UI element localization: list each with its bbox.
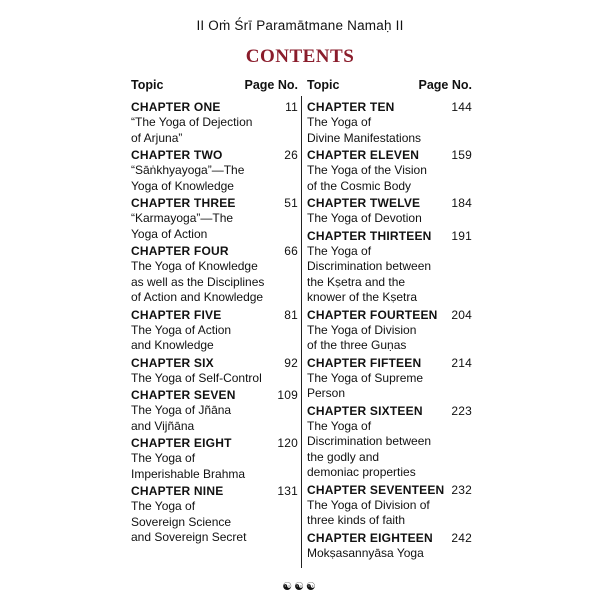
toc-entry-heading bbox=[307, 404, 472, 419]
page-number: 66 bbox=[284, 244, 298, 258]
column-divider bbox=[301, 96, 302, 568]
page-number: 109 bbox=[277, 388, 298, 402]
toc-entry bbox=[307, 531, 472, 562]
chapter-label: CHAPTER THIRTEEN bbox=[307, 228, 432, 243]
toc-entry-heading bbox=[307, 148, 472, 163]
toc-entry bbox=[131, 148, 298, 194]
page-number: 131 bbox=[277, 484, 298, 498]
chapter-label: CHAPTER FOUR bbox=[131, 244, 229, 258]
chapter-label: CHAPTER ELEVEN bbox=[307, 148, 420, 162]
toc-entry bbox=[131, 244, 298, 306]
page-number: 191 bbox=[451, 228, 472, 243]
toc-entry bbox=[131, 436, 298, 482]
chapter-subtitle: The Yoga of Action and Knowledge bbox=[131, 322, 232, 352]
toc-entry bbox=[131, 308, 298, 354]
toc-entry-heading bbox=[131, 436, 298, 451]
page-number: 120 bbox=[277, 436, 298, 450]
toc-entry-heading bbox=[131, 244, 298, 259]
page-number: 51 bbox=[284, 196, 298, 210]
chapter-subtitle: The Yoga of Discrimination between the Kṣetra and the knower of the Kṣetra bbox=[307, 243, 432, 304]
chapter-label: CHAPTER EIGHTEEN bbox=[307, 530, 433, 545]
page-number: 214 bbox=[451, 355, 472, 370]
chapter-subtitle: “Karmayoga”—The Yoga of Action bbox=[131, 211, 234, 241]
chapter-subtitle: The Yoga of Sovereign Science and Sovereign Secret bbox=[131, 499, 247, 544]
toc-entry bbox=[307, 483, 472, 529]
chapter-subtitle: The Yoga of Divine Manifestations bbox=[307, 115, 422, 145]
page-number: 92 bbox=[284, 355, 298, 370]
toc-entry bbox=[131, 100, 298, 146]
chapter-label: CHAPTER NINE bbox=[131, 484, 224, 498]
chapter-subtitle: The Yoga of Jñāna and Vijñāna bbox=[131, 403, 232, 433]
chapter-subtitle: The Yoga of Devotion bbox=[307, 211, 422, 225]
page-number: 81 bbox=[284, 307, 298, 322]
toc-entry-heading bbox=[307, 483, 472, 498]
chapter-label: CHAPTER TWO bbox=[131, 148, 223, 162]
toc-entry-heading bbox=[307, 531, 472, 546]
toc-entry bbox=[307, 196, 472, 227]
chapter-subtitle: “Sāṅkhyayoga”—The Yoga of Knowledge bbox=[131, 163, 245, 193]
chapter-subtitle: The Yoga of Division of three kinds of faith bbox=[307, 497, 430, 527]
page-number: 242 bbox=[451, 530, 472, 545]
toc-entry bbox=[131, 388, 298, 434]
toc-entry-heading bbox=[307, 196, 472, 211]
toc-entry-heading bbox=[131, 308, 298, 323]
toc-entry bbox=[131, 196, 298, 242]
chapter-label: CHAPTER FIFTEEN bbox=[307, 355, 422, 370]
entries-left bbox=[131, 100, 298, 546]
page-no-header: Page No. bbox=[418, 78, 472, 92]
chapter-label: CHAPTER THREE bbox=[131, 196, 236, 210]
chapter-subtitle: The Yoga of Imperishable Brahma bbox=[131, 451, 246, 481]
page-number: 204 bbox=[451, 307, 472, 322]
page-title: CONTENTS bbox=[245, 46, 355, 67]
contents-column-left bbox=[131, 78, 298, 548]
toc-entry-heading bbox=[131, 100, 298, 115]
page-number: 159 bbox=[451, 148, 472, 162]
chapter-subtitle: The Yoga of the Vision of the Cosmic Body bbox=[307, 163, 427, 193]
invocation-line: II Oṁ Śrī Paramātmane Namaḥ II bbox=[196, 18, 404, 33]
toc-entry bbox=[307, 229, 472, 306]
chapter-subtitle: The Yoga of Discrimination between the godly and demoniac properties bbox=[307, 418, 432, 479]
toc-entry bbox=[307, 404, 472, 481]
chapter-subtitle: “The Yoga of Dejection of Arjuna” bbox=[131, 115, 253, 145]
toc-entry-heading bbox=[307, 229, 472, 244]
toc-entry bbox=[307, 356, 472, 402]
topic-header: Topic bbox=[307, 78, 340, 92]
chapter-label: CHAPTER EIGHT bbox=[131, 436, 232, 450]
toc-entry bbox=[307, 100, 472, 146]
chapter-label: CHAPTER SEVEN bbox=[131, 388, 236, 402]
chapter-label: CHAPTER SIXTEEN bbox=[307, 403, 423, 418]
contents-column-right bbox=[307, 78, 472, 563]
topic-header: Topic bbox=[131, 78, 164, 92]
toc-entry-heading bbox=[307, 100, 472, 115]
page-number: 184 bbox=[451, 196, 472, 210]
toc-entry-heading bbox=[307, 308, 472, 323]
toc-entry-heading bbox=[131, 356, 298, 371]
chapter-label: CHAPTER ONE bbox=[131, 100, 221, 114]
chapter-label: CHAPTER TWELVE bbox=[307, 196, 421, 210]
page-number: 26 bbox=[284, 148, 298, 162]
page-number: 144 bbox=[451, 100, 472, 114]
chapter-subtitle: The Yoga of Knowledge as well as the Disciplines of Action and Knowledge bbox=[131, 259, 265, 304]
chapter-label: CHAPTER SIX bbox=[131, 355, 214, 370]
chapter-label: CHAPTER FIVE bbox=[131, 307, 222, 322]
page-number: 232 bbox=[451, 482, 472, 497]
toc-entry-heading bbox=[307, 356, 472, 371]
chapter-label: CHAPTER SEVENTEEN bbox=[307, 482, 445, 497]
toc-entry bbox=[307, 308, 472, 354]
chapter-subtitle: Mokṣasannyāsa Yoga bbox=[307, 545, 424, 560]
column-header bbox=[307, 78, 472, 92]
toc-entry-heading bbox=[131, 484, 298, 499]
toc-entry bbox=[131, 356, 298, 387]
toc-entry-heading bbox=[131, 148, 298, 163]
toc-entry bbox=[131, 484, 298, 546]
footer-ornament-icon: ☯☯☯ bbox=[282, 581, 318, 593]
page-no-header: Page No. bbox=[244, 78, 298, 92]
page-number: 11 bbox=[285, 100, 298, 114]
entries-right bbox=[307, 100, 472, 561]
chapter-subtitle: The Yoga of Supreme Person bbox=[307, 370, 424, 400]
toc-entry-heading bbox=[131, 196, 298, 211]
chapter-subtitle: The Yoga of Self-Control bbox=[131, 370, 262, 385]
chapter-label: CHAPTER FOURTEEN bbox=[307, 307, 438, 322]
chapter-subtitle: The Yoga of Division of the three Guṇas bbox=[307, 322, 417, 352]
toc-entry-heading bbox=[131, 388, 298, 403]
column-header bbox=[131, 78, 298, 92]
toc-entry bbox=[307, 148, 472, 194]
chapter-label: CHAPTER TEN bbox=[307, 100, 395, 114]
page-number: 223 bbox=[451, 403, 472, 418]
